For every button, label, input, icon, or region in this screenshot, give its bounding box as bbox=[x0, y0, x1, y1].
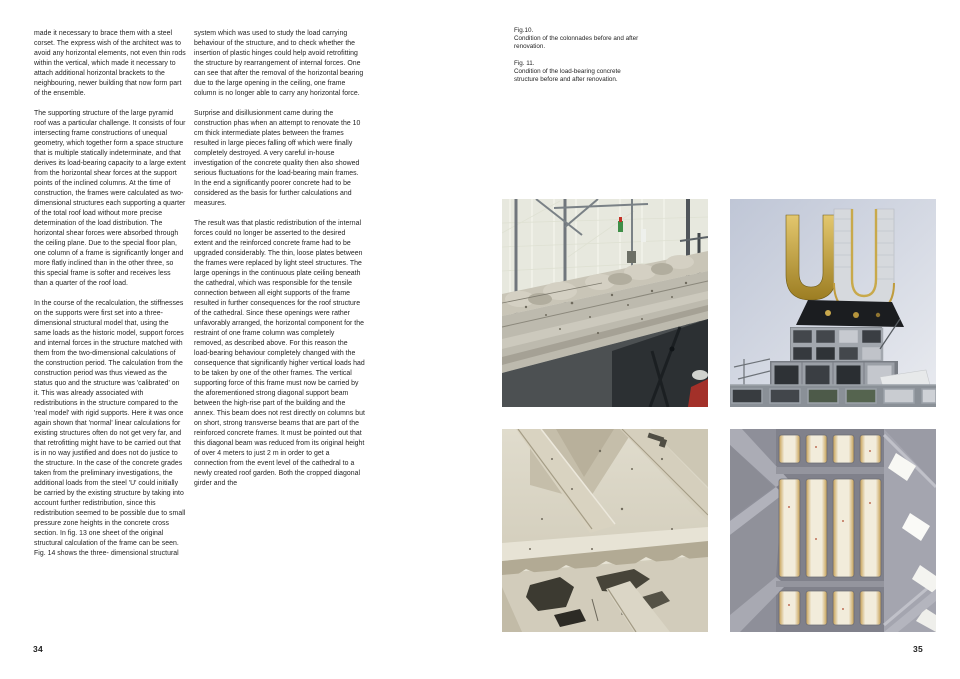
coffered-concrete-illustration bbox=[502, 429, 708, 632]
parapet-frames bbox=[730, 385, 936, 407]
damaged-coffered-concrete-photo bbox=[502, 429, 708, 632]
figure-captions bbox=[514, 27, 642, 93]
caption-fig11 bbox=[514, 60, 642, 84]
paragraph: The result was that plastic redistribution of the internal forces could no longer be asserted to the desired extent and the reinforced concrete frame had to be upgraded considerably. The thin, loose plates between the frames were replaced by light steel structures. The large openings in the continuous plate ceiling beneath the cathedral, which was responsible for the tensile connection between all eight supports of the frame resulted in further consequences for the roof structure of the cathedral. Since these openings were rather unfavorably arranged, the horizontal component for the restraint of one frame column was completely removed, as described above. For this reason the load-bearing behaviour completely changed with the consequence that significantly higher vertical loads had to be taken by one of the other frames. The vertical supporting force of this frame must now be carried by the aforementioned strong diagonal support beam between the high-rise part of the building and the annex. This beam does not rest directly on columns but on short, strong transverse beams that are part of the reinforced concrete frames. It must be pointed out that this diagonal beam was reduced from its original height of over 4 meters to just 2 m in order to get a connection from the event level of the cathedral to a newly created roof garden. Both the cropped diagonal girder and the bbox=[194, 220, 365, 487]
caption-fig10-label: Fig.10. bbox=[514, 27, 534, 34]
text-column-left bbox=[34, 29, 186, 569]
ceiling-light-coffers-photo bbox=[730, 429, 936, 632]
colonnade-photo-illustration bbox=[502, 199, 708, 407]
colonnade-scaffolding-photo bbox=[502, 199, 708, 407]
caption-fig11-label: Fig. 11. bbox=[514, 60, 535, 67]
caption-fig10-text: Condition of the colonnades before and after renovation. bbox=[514, 35, 639, 50]
ceiling-coffers-illustration bbox=[730, 429, 936, 632]
dortmund-u-tower-photo bbox=[730, 199, 936, 407]
paragraph: In the course of the recalculation, the stiffnesses on the supports were first set into a three-dimensional structural model that, using the same loads as the historic model, support forces and internal forces in the structure matched with them from the two-dimensional calculations of the construction period. The calculation from the construction period was thus viewed as the status quo and the structure was 'calibrated' on it. This was already associated with redistributions in the structure compared to the 'real model' with rigid supports. Here it was once again shown that 'normal' linear calculations for existing structures often do not get very far, and that retrofitting might have to be carried out that is in no way justified and does not do justice to the structure. In the case of the concrete grades taken from the preliminary investigations, the additional loads from the steel 'U' could initially be carried by the existing structure by taking into account further redistribution, since this redistribution seemed to be possible due to small pressure zone heights in the concrete cross section. In fig. 13 one sheet of the original structural calculation of the frame can be seen. Fig. 14 shows the three- dimensional structural bbox=[34, 300, 186, 557]
caption-fig10 bbox=[514, 27, 642, 51]
page-number-right: 35 bbox=[913, 644, 924, 654]
u-tower-photo-illustration bbox=[730, 199, 936, 407]
paragraph: Surprise and disillusionment came during the construction phas when an attempt to renovate the 10 cm thick intermediate plates between the frames resulted in large pieces falling off which were finally completely destroyed. A very careful in-house investigation of the concrete quality then also showed serious fluctuations for the load-bearing main frames. In the end a significantly poorer concrete had to be considered as the basis for further calculations and measures. bbox=[194, 110, 361, 207]
text-column-right bbox=[194, 29, 365, 499]
paragraph: system which was used to study the load carrying behaviour of the structure, and to check whether the insertion of plastic hinges could help avoid retrofitting the structure by rearrangement of internal forces. One can see that after the removal of the horizontal bearing due to the large opening in the ceiling, one frame column is no longer able to carry any horizontal force. bbox=[194, 30, 364, 97]
u-sculpture-base bbox=[796, 300, 904, 327]
paragraph: The supporting structure of the large pyramid roof was a particular challenge. It consists of four intersecting frame constructions of unequal geometry, which together form a space structure that is multiple statically indeterminate, and that derives its load-bearing capacity to a large extent from the horizontal shear forces at the support points of the inclined columns. At the time of construction, the frames were calculated as two-dimensional structures each supporting a quarter of the total roof load without more precise determination of the load distribution. The horizontal shear forces were absorbed through the ceiling plane. Due to the special floor plan, one column of a frame is significantly longer and more flatly inclined than in the other three, so this special frame is softer and receives less than a quarter of the roof load. bbox=[34, 110, 186, 287]
page-number-left: 34 bbox=[33, 644, 44, 654]
caption-fig11-text: Condition of the load-bearing concrete structure before and after renovation. bbox=[514, 68, 621, 83]
paragraph: made it necessary to brace them with a steel corset. The express wish of the architect was to avoid any horizontal elements, not even thin rods within the vertical, which made it necessary to attach additional horizontal brackets to the neighbouring, newer building that now form part of the ensemble. bbox=[34, 30, 186, 97]
